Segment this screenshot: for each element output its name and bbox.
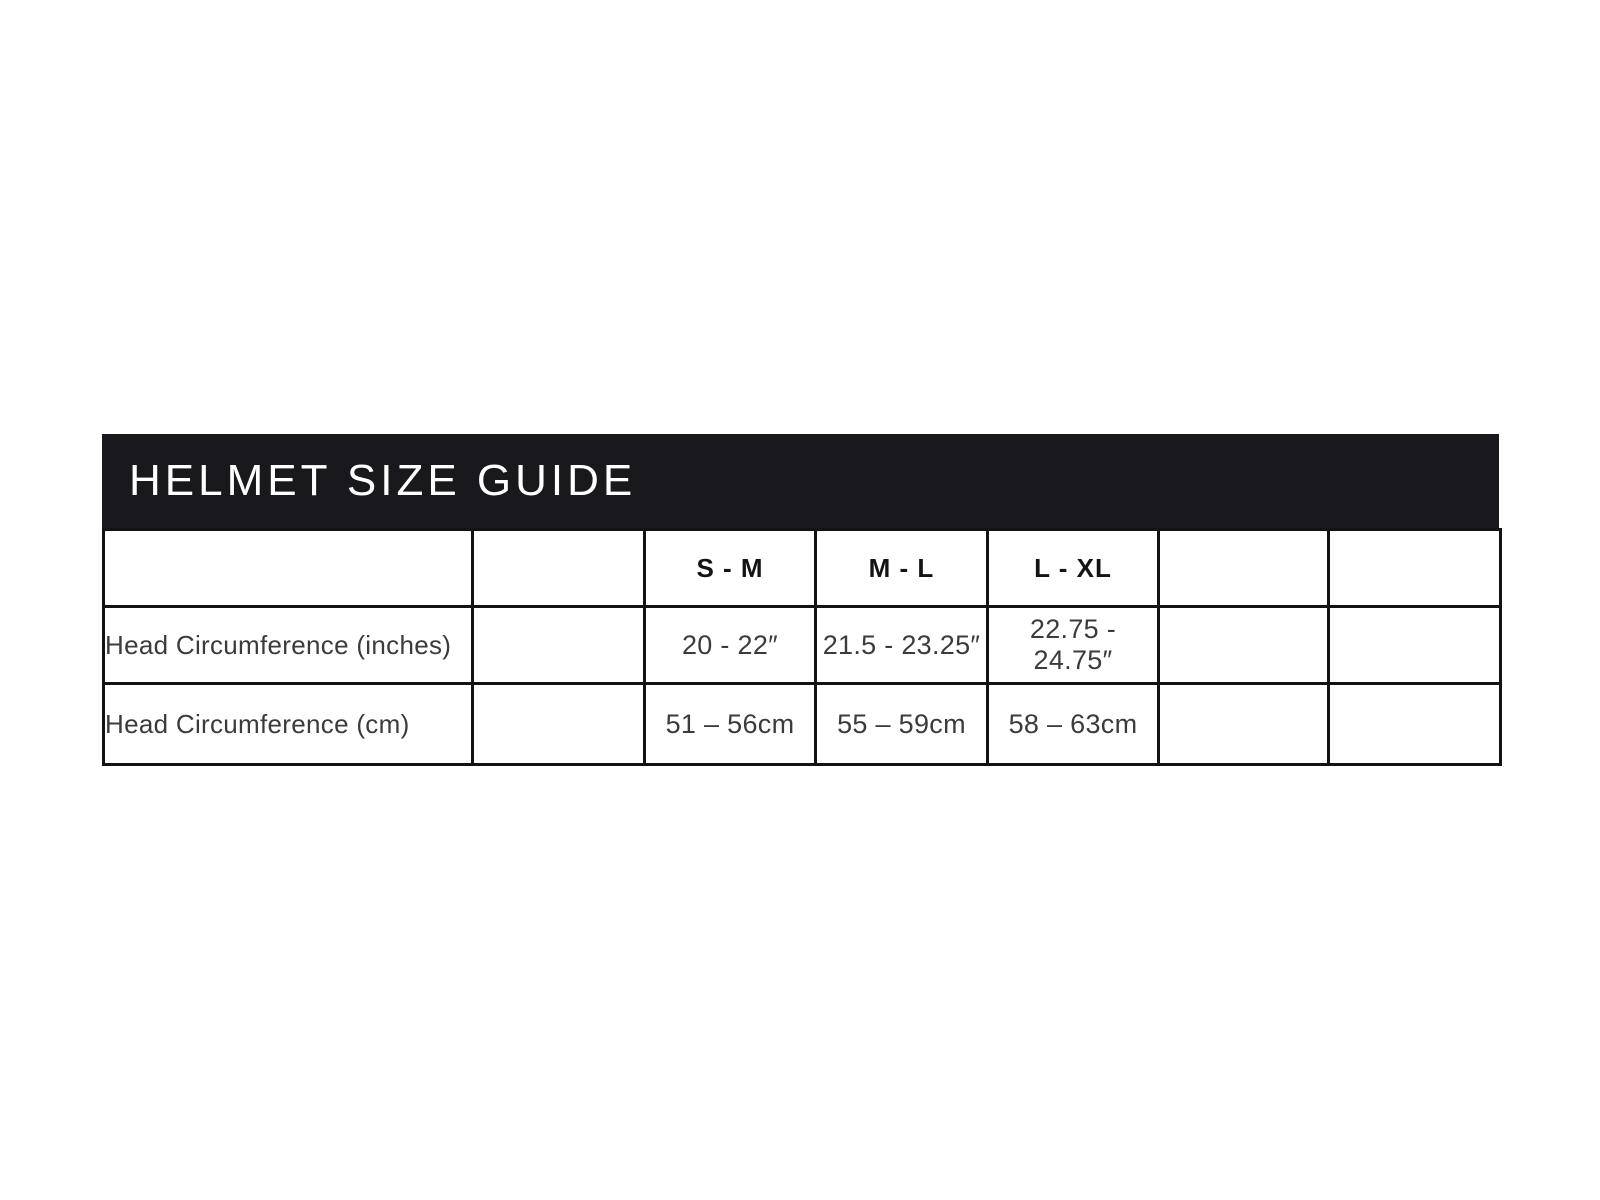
value-inches-l-xl: 22.75 - 24.75″ <box>988 607 1159 684</box>
value-cm-m-l: 55 – 59cm <box>816 684 988 765</box>
value-inches-m-l: 21.5 - 23.25″ <box>816 607 988 684</box>
row-label-inches: Head Circumference (inches) <box>104 607 473 684</box>
shaded-cell <box>1329 684 1501 765</box>
shaded-cell <box>473 530 645 607</box>
shaded-cell <box>1329 530 1501 607</box>
row-label-cm: Head Circumference (cm) <box>104 684 473 765</box>
value-inches-s-m: 20 - 22″ <box>645 607 816 684</box>
size-header-s-m: S - M <box>645 530 816 607</box>
shaded-cell <box>1159 684 1329 765</box>
size-table <box>102 528 1502 766</box>
value-cm-l-xl: 58 – 63cm <box>988 684 1159 765</box>
shaded-cell <box>1159 530 1329 607</box>
value-cm-s-m: 51 – 56cm <box>645 684 816 765</box>
table-row-cm <box>104 684 1501 765</box>
size-header-l-xl: L - XL <box>988 530 1159 607</box>
size-header-m-l: M - L <box>816 530 988 607</box>
table-title-bar <box>102 434 1499 528</box>
shaded-cell <box>1329 607 1501 684</box>
shaded-cell <box>473 684 645 765</box>
shaded-cell <box>473 607 645 684</box>
empty-corner-cell <box>104 530 473 607</box>
table-header-row <box>104 530 1501 607</box>
helmet-size-guide <box>102 434 1499 766</box>
table-row-inches <box>104 607 1501 684</box>
shaded-cell <box>1159 607 1329 684</box>
table-title: HELMET SIZE GUIDE <box>129 456 637 505</box>
